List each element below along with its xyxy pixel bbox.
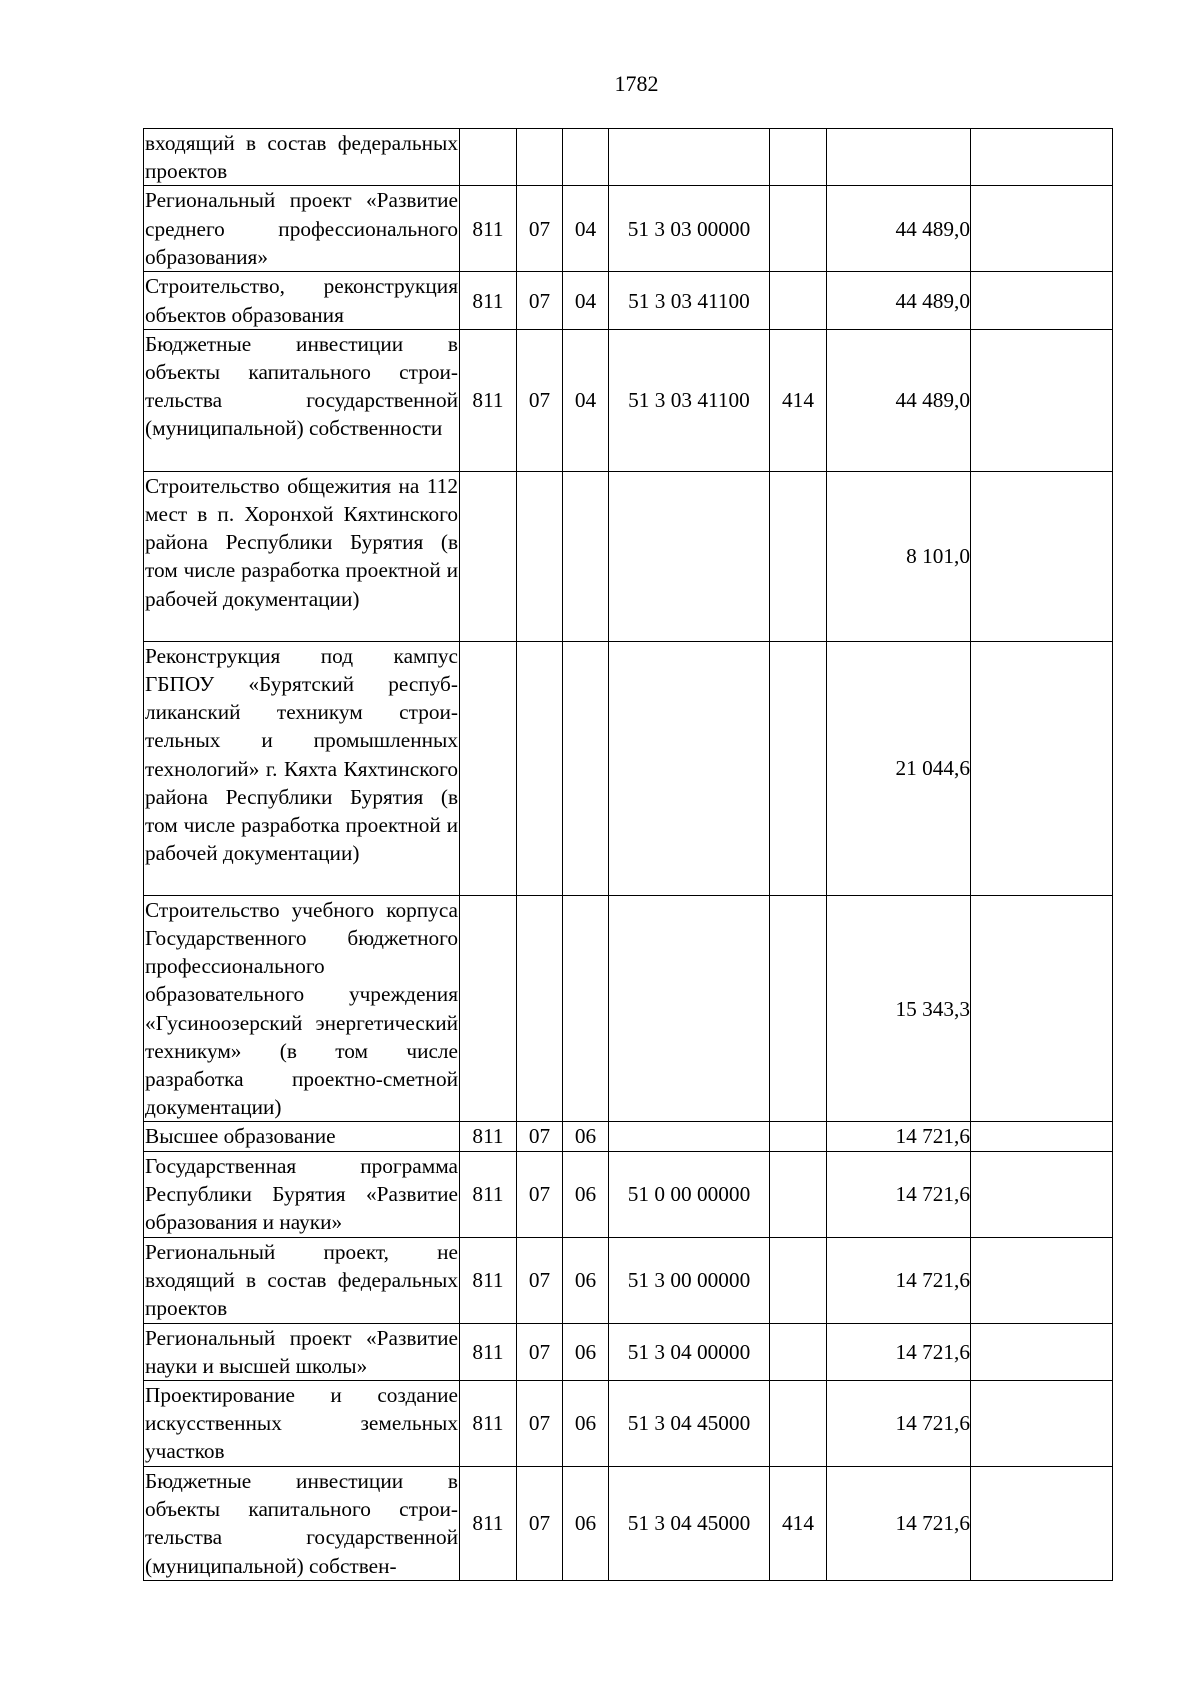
extra-cell xyxy=(971,1381,1113,1467)
expense-type-code xyxy=(770,1122,827,1151)
gr-code xyxy=(460,641,517,895)
gr-code: 811 xyxy=(460,272,517,329)
extra-cell xyxy=(971,1122,1113,1151)
row-name: Бюджетные инвестиции в объекты капитального строительства государственной (муниципальной) собственности xyxy=(144,329,460,471)
gr-code: 811 xyxy=(460,1381,517,1467)
table-row xyxy=(144,895,1113,1122)
subsection-code: 06 xyxy=(563,1467,609,1581)
table-row xyxy=(144,1122,1113,1151)
target-article-code: 51 3 03 41100 xyxy=(609,272,770,329)
row-name: входящий в состав федеральных проектов xyxy=(144,129,460,186)
extra-cell xyxy=(971,186,1113,272)
extra-cell xyxy=(971,641,1113,895)
row-name: Региональный проект «Развитие науки и высшей школы» xyxy=(144,1323,460,1380)
page-number: 1782 xyxy=(614,71,659,96)
amount: 14 721,6 xyxy=(827,1323,971,1380)
table-row xyxy=(144,471,1113,641)
section-code: 07 xyxy=(517,1381,563,1467)
row-name: Государственная программа Республики Бурятия «Развитие образования и науки» xyxy=(144,1151,460,1237)
expense-type-code: 414 xyxy=(770,1467,827,1581)
subsection-code xyxy=(563,641,609,895)
expense-type-code xyxy=(770,1151,827,1237)
gr-code xyxy=(460,471,517,641)
row-name: Проектирование и создание искусственных земельных участков xyxy=(144,1381,460,1467)
table-row xyxy=(144,1237,1113,1323)
row-name: Региональный проект «Развитие среднего профессионального образования» xyxy=(144,186,460,272)
subsection-code: 06 xyxy=(563,1237,609,1323)
target-article-code: 51 3 04 00000 xyxy=(609,1323,770,1380)
amount: 21 044,6 xyxy=(827,641,971,895)
section-code xyxy=(517,129,563,186)
table-row xyxy=(144,1381,1113,1467)
extra-cell xyxy=(971,129,1113,186)
gr-code xyxy=(460,129,517,186)
row-name: Реконструкция под кампус ГБПОУ «Бурятский республиканский техникум строительных и промышленных технологий» г. Кяхта Кяхтинского района Республики Бурятия (в том числе разработка проектной и рабочей документации) xyxy=(144,641,460,895)
table-row xyxy=(144,1467,1113,1581)
target-article-code: 51 3 00 00000 xyxy=(609,1237,770,1323)
extra-cell xyxy=(971,471,1113,641)
expense-type-code xyxy=(770,895,827,1122)
section-code: 07 xyxy=(517,1237,563,1323)
table-row xyxy=(144,641,1113,895)
row-name: Строительство учебного корпуса Государственного бюджетного профессионального образовательного учреждения «Гусиноозерский энергетический техникум» (в том числе разработка проектно-сметной документации) xyxy=(144,895,460,1122)
row-name: Строительство общежития на 112 мест в п. Хоронхой Кяхтинского района Республики Бурятия (в том числе разработка проектной и рабочей документации) xyxy=(144,471,460,641)
amount: 14 721,6 xyxy=(827,1237,971,1323)
section-code: 07 xyxy=(517,1151,563,1237)
target-article-code: 51 3 03 00000 xyxy=(609,186,770,272)
gr-code xyxy=(460,895,517,1122)
target-article-code xyxy=(609,471,770,641)
gr-code: 811 xyxy=(460,1323,517,1380)
table-row xyxy=(144,186,1113,272)
subsection-code: 06 xyxy=(563,1381,609,1467)
subsection-code xyxy=(563,129,609,186)
target-article-code: 51 0 00 00000 xyxy=(609,1151,770,1237)
section-code: 07 xyxy=(517,1467,563,1581)
budget-table xyxy=(143,128,1113,1581)
subsection-code: 06 xyxy=(563,1151,609,1237)
subsection-code xyxy=(563,471,609,641)
subsection-code xyxy=(563,895,609,1122)
row-name: Строительство, реконструкция объектов образования xyxy=(144,272,460,329)
expense-type-code xyxy=(770,1381,827,1467)
gr-code: 811 xyxy=(460,1122,517,1151)
expense-type-code xyxy=(770,471,827,641)
target-article-code xyxy=(609,129,770,186)
subsection-code: 06 xyxy=(563,1122,609,1151)
target-article-code xyxy=(609,1122,770,1151)
subsection-code: 06 xyxy=(563,1323,609,1380)
amount: 14 721,6 xyxy=(827,1122,971,1151)
target-article-code xyxy=(609,641,770,895)
expense-type-code xyxy=(770,129,827,186)
table-row xyxy=(144,1151,1113,1237)
extra-cell xyxy=(971,329,1113,471)
section-code xyxy=(517,471,563,641)
section-code: 07 xyxy=(517,272,563,329)
section-code: 07 xyxy=(517,1323,563,1380)
amount xyxy=(827,129,971,186)
amount: 44 489,0 xyxy=(827,186,971,272)
section-code xyxy=(517,641,563,895)
subsection-code: 04 xyxy=(563,329,609,471)
amount: 15 343,3 xyxy=(827,895,971,1122)
extra-cell xyxy=(971,1467,1113,1581)
gr-code: 811 xyxy=(460,186,517,272)
expense-type-code xyxy=(770,641,827,895)
section-code: 07 xyxy=(517,186,563,272)
target-article-code: 51 3 04 45000 xyxy=(609,1467,770,1581)
extra-cell xyxy=(971,272,1113,329)
target-article-code: 51 3 04 45000 xyxy=(609,1381,770,1467)
extra-cell xyxy=(971,1323,1113,1380)
extra-cell xyxy=(971,1237,1113,1323)
section-code xyxy=(517,895,563,1122)
gr-code: 811 xyxy=(460,1467,517,1581)
row-name: Высшее образование xyxy=(144,1122,460,1151)
table-row xyxy=(144,129,1113,186)
gr-code: 811 xyxy=(460,329,517,471)
amount: 8 101,0 xyxy=(827,471,971,641)
table-row xyxy=(144,329,1113,471)
subsection-code: 04 xyxy=(563,186,609,272)
target-article-code xyxy=(609,895,770,1122)
amount: 14 721,6 xyxy=(827,1151,971,1237)
amount: 14 721,6 xyxy=(827,1381,971,1467)
amount: 44 489,0 xyxy=(827,329,971,471)
gr-code: 811 xyxy=(460,1237,517,1323)
subsection-code: 04 xyxy=(563,272,609,329)
target-article-code: 51 3 03 41100 xyxy=(609,329,770,471)
gr-code: 811 xyxy=(460,1151,517,1237)
amount: 44 489,0 xyxy=(827,272,971,329)
extra-cell xyxy=(971,895,1113,1122)
table-row xyxy=(144,272,1113,329)
table-row xyxy=(144,1323,1113,1380)
expense-type-code xyxy=(770,186,827,272)
section-code: 07 xyxy=(517,1122,563,1151)
row-name: Бюджетные инвестиции в объекты капитального строительства государственной (муниципальной) собствен- xyxy=(144,1467,460,1581)
section-code: 07 xyxy=(517,329,563,471)
expense-type-code xyxy=(770,1323,827,1380)
expense-type-code xyxy=(770,272,827,329)
expense-type-code xyxy=(770,1237,827,1323)
row-name: Региональный проект, не входящий в состав федеральных проектов xyxy=(144,1237,460,1323)
expense-type-code: 414 xyxy=(770,329,827,471)
extra-cell xyxy=(971,1151,1113,1237)
amount: 14 721,6 xyxy=(827,1467,971,1581)
